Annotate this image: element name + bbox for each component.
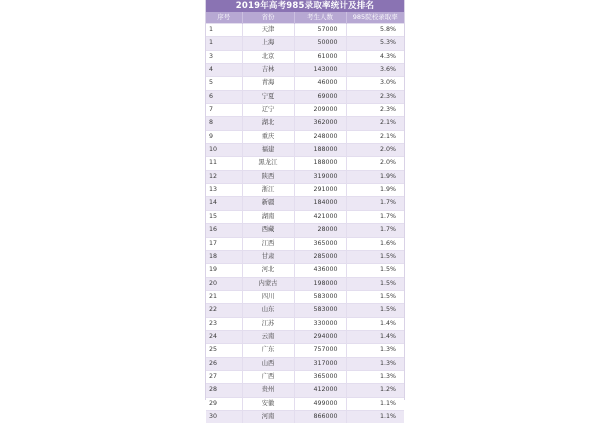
rank-cell: 5	[206, 77, 242, 90]
table-row	[206, 64, 404, 77]
province-cell: 上海	[242, 37, 294, 50]
rank-cell: 27	[206, 370, 242, 383]
rank-cell: 12	[206, 170, 242, 183]
examinees-cell: 583000	[294, 304, 346, 317]
province-cell: 浙江	[242, 184, 294, 197]
rate-cell: 3.6%	[346, 64, 404, 77]
rate-cell: 4.3%	[346, 50, 404, 63]
examinees-cell: 61000	[294, 50, 346, 63]
table-row	[206, 344, 404, 357]
province-cell: 湖南	[242, 210, 294, 223]
rate-cell: 5.3%	[346, 37, 404, 50]
province-cell: 青海	[242, 77, 294, 90]
examinees-cell: 291000	[294, 184, 346, 197]
examinees-cell: 143000	[294, 64, 346, 77]
table-row	[206, 370, 404, 383]
examinees-cell: 499000	[294, 397, 346, 410]
province-cell: 新疆	[242, 197, 294, 210]
province-cell: 福建	[242, 144, 294, 157]
province-cell: 辽宁	[242, 104, 294, 117]
table-row	[206, 317, 404, 330]
table-row	[206, 397, 404, 410]
rank-cell: 17	[206, 237, 242, 250]
examinees-cell: 188000	[294, 144, 346, 157]
rank-cell: 7	[206, 104, 242, 117]
examinees-cell: 757000	[294, 344, 346, 357]
rank-cell: 10	[206, 144, 242, 157]
rank-cell: 26	[206, 357, 242, 370]
rank-cell: 16	[206, 224, 242, 237]
rank-cell: 30	[206, 410, 242, 423]
table-row	[206, 384, 404, 397]
rank-cell: 13	[206, 184, 242, 197]
header-province: 省份	[242, 12, 294, 24]
table-row	[206, 250, 404, 263]
examinees-cell: 421000	[294, 210, 346, 223]
rank-cell: 23	[206, 317, 242, 330]
table-row	[206, 357, 404, 370]
header-examinees: 考生人数	[294, 12, 346, 24]
rate-cell: 2.1%	[346, 117, 404, 130]
province-cell: 黑龙江	[242, 157, 294, 170]
province-cell: 广西	[242, 370, 294, 383]
rank-cell: 15	[206, 210, 242, 223]
rank-cell: 29	[206, 397, 242, 410]
rank-cell: 19	[206, 264, 242, 277]
rank-cell: 22	[206, 304, 242, 317]
province-cell: 宁夏	[242, 90, 294, 103]
rate-cell: 2.3%	[346, 90, 404, 103]
examinees-cell: 866000	[294, 410, 346, 423]
header-rank: 序号	[206, 12, 242, 24]
table-row	[206, 304, 404, 317]
examinees-cell: 188000	[294, 157, 346, 170]
rank-cell: 25	[206, 344, 242, 357]
province-cell: 天津	[242, 24, 294, 37]
table-row	[206, 224, 404, 237]
province-cell: 内蒙古	[242, 277, 294, 290]
province-cell: 云南	[242, 330, 294, 343]
examinees-cell: 248000	[294, 130, 346, 143]
header-row	[206, 12, 404, 24]
province-cell: 甘肃	[242, 250, 294, 263]
examinees-cell: 362000	[294, 117, 346, 130]
examinees-cell: 46000	[294, 77, 346, 90]
rate-cell: 1.4%	[346, 330, 404, 343]
table-row	[206, 264, 404, 277]
rate-cell: 2.3%	[346, 104, 404, 117]
province-cell: 山东	[242, 304, 294, 317]
province-cell: 吉林	[242, 64, 294, 77]
rate-cell: 1.7%	[346, 210, 404, 223]
rank-cell: 11	[206, 157, 242, 170]
province-cell: 江西	[242, 237, 294, 250]
rank-cell: 1	[206, 37, 242, 50]
table-row	[206, 197, 404, 210]
table-row	[206, 410, 404, 423]
rate-cell: 1.3%	[346, 357, 404, 370]
rate-cell: 2.0%	[346, 157, 404, 170]
table-row	[206, 210, 404, 223]
examinees-cell: 294000	[294, 330, 346, 343]
rate-cell: 1.4%	[346, 317, 404, 330]
rank-cell: 6	[206, 90, 242, 103]
rank-cell: 1	[206, 24, 242, 37]
ranking-table-card	[205, 0, 405, 400]
table-row	[206, 90, 404, 103]
table-row	[206, 104, 404, 117]
examinees-cell: 330000	[294, 317, 346, 330]
rank-cell: 20	[206, 277, 242, 290]
province-cell: 陕西	[242, 170, 294, 183]
rank-cell: 18	[206, 250, 242, 263]
examinees-cell: 365000	[294, 237, 346, 250]
province-cell: 河南	[242, 410, 294, 423]
province-cell: 河北	[242, 264, 294, 277]
rank-cell: 28	[206, 384, 242, 397]
province-cell: 西藏	[242, 224, 294, 237]
table-row	[206, 117, 404, 130]
rate-cell: 1.5%	[346, 304, 404, 317]
rate-cell: 2.1%	[346, 130, 404, 143]
province-cell: 重庆	[242, 130, 294, 143]
examinees-cell: 412000	[294, 384, 346, 397]
table-row	[206, 184, 404, 197]
examinees-cell: 365000	[294, 370, 346, 383]
examinees-cell: 583000	[294, 290, 346, 303]
header-985-rate: 985院校录取率	[346, 12, 404, 24]
rank-cell: 24	[206, 330, 242, 343]
province-cell: 广东	[242, 344, 294, 357]
examinees-cell: 50000	[294, 37, 346, 50]
examinees-cell: 28000	[294, 224, 346, 237]
rate-cell: 1.6%	[346, 237, 404, 250]
table-row	[206, 290, 404, 303]
examinees-cell: 319000	[294, 170, 346, 183]
table-row	[206, 237, 404, 250]
rate-cell: 1.9%	[346, 170, 404, 183]
rate-cell: 2.0%	[346, 144, 404, 157]
province-cell: 四川	[242, 290, 294, 303]
examinees-cell: 285000	[294, 250, 346, 263]
rate-cell: 1.9%	[346, 184, 404, 197]
province-cell: 湖北	[242, 117, 294, 130]
rate-cell: 1.7%	[346, 224, 404, 237]
province-cell: 北京	[242, 50, 294, 63]
rate-cell: 1.5%	[346, 264, 404, 277]
ranking-table	[206, 12, 404, 423]
province-cell: 贵州	[242, 384, 294, 397]
examinees-cell: 69000	[294, 90, 346, 103]
table-row	[206, 50, 404, 63]
table-row	[206, 170, 404, 183]
table-row	[206, 130, 404, 143]
rate-cell: 1.1%	[346, 410, 404, 423]
rank-cell: 14	[206, 197, 242, 210]
province-cell: 山西	[242, 357, 294, 370]
province-cell: 安徽	[242, 397, 294, 410]
rank-cell: 8	[206, 117, 242, 130]
rate-cell: 3.0%	[346, 77, 404, 90]
table-row	[206, 77, 404, 90]
rank-cell: 4	[206, 64, 242, 77]
rate-cell: 1.3%	[346, 344, 404, 357]
rank-cell: 9	[206, 130, 242, 143]
rank-cell: 3	[206, 50, 242, 63]
examinees-cell: 198000	[294, 277, 346, 290]
rank-cell: 21	[206, 290, 242, 303]
table-title: 2019年高考985录取率统计及排名	[206, 0, 404, 12]
rate-cell: 1.5%	[346, 277, 404, 290]
rate-cell: 1.3%	[346, 370, 404, 383]
table-header	[206, 12, 404, 24]
rate-cell: 1.5%	[346, 250, 404, 263]
rate-cell: 1.2%	[346, 384, 404, 397]
rate-cell: 1.7%	[346, 197, 404, 210]
table-row	[206, 330, 404, 343]
examinees-cell: 184000	[294, 197, 346, 210]
examinees-cell: 436000	[294, 264, 346, 277]
table-row	[206, 37, 404, 50]
province-cell: 江苏	[242, 317, 294, 330]
table-body	[206, 24, 404, 423]
rate-cell: 1.5%	[346, 290, 404, 303]
table-row	[206, 277, 404, 290]
examinees-cell: 57000	[294, 24, 346, 37]
table-row	[206, 24, 404, 37]
rate-cell: 1.1%	[346, 397, 404, 410]
table-row	[206, 157, 404, 170]
table-row	[206, 144, 404, 157]
examinees-cell: 317000	[294, 357, 346, 370]
examinees-cell: 209000	[294, 104, 346, 117]
rate-cell: 5.8%	[346, 24, 404, 37]
